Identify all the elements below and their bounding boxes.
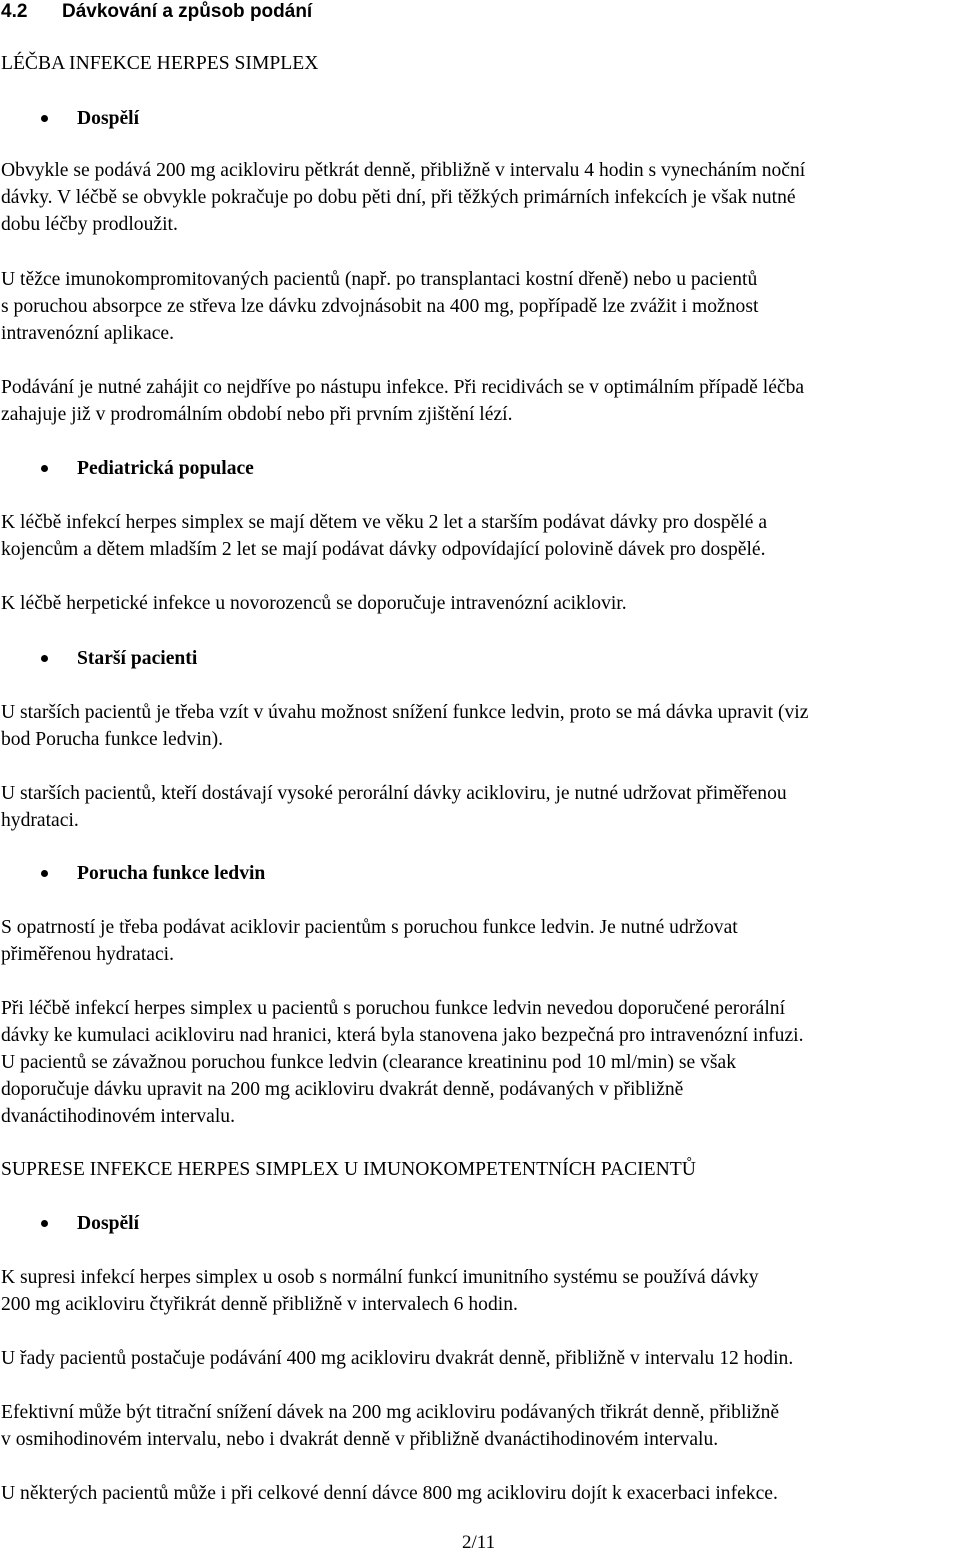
section-title: Dávkování a způsob podání (62, 1, 313, 22)
paragraph-line: S opatrností je třeba podávat aciklovir pacientům s poruchou funkce ledvin. Je nutné udržovat (1, 917, 738, 938)
paragraph-line: dávky ke kumulaci acikloviru nad hranici, která byla stanovena jako bezpečná pro intravenózní infuzi. (1, 1025, 804, 1046)
paragraph-line: Obvykle se podává 200 mg acikloviru pětkrát denně, přibližně v intervalu 4 hodin s vynecháním noční (1, 160, 806, 181)
suppression-heading: SUPRESE INFEKCE HERPES SIMPLEX U IMUNOKOMPETENTNÍCH PACIENTŮ (1, 1159, 696, 1180)
paragraph-line: U těžce imunokompromitovaných pacientů (např. po transplantaci kostní dřeně) nebo u pacientů (1, 269, 758, 290)
paragraph-line: s poruchou absorpce ze střeva lze dávku zdvojnásobit na 400 mg, popřípadě lze zvážit i možnost (1, 296, 759, 317)
paragraph-line: K léčbě herpetické infekce u novorozenců se doporučuje intravenózní aciklovir. (1, 593, 627, 614)
paragraph-line: K supresi infekcí herpes simplex u osob s normální funkcí imunitního systému se používá dávky (1, 1267, 759, 1288)
paragraph-line: Při léčbě infekcí herpes simplex u pacientů s poruchou funkce ledvin nevedou doporučené perorální (1, 998, 786, 1019)
bullet-dot-icon (41, 870, 48, 877)
section-number: 4.2 (1, 1, 28, 22)
paragraph-line: dobu léčby prodloužit. (1, 214, 178, 235)
paragraph-line: v osmihodinovém intervalu, nebo i dvakrát denně v přibližně dvanáctihodinovém intervalu. (1, 1429, 719, 1450)
elderly-label: Starší pacienti (77, 648, 198, 669)
paragraph-line: U starších pacientů je třeba vzít v úvahu možnost snížení funkce ledvin, proto se má dávka upravit (viz (1, 702, 809, 723)
paragraph-line: Podávání je nutné zahájit co nejdříve po nástupu infekce. Při recidivách se v optimálním případě léčba (1, 377, 805, 398)
bullet-dot-icon (41, 1220, 48, 1227)
paragraph-line: kojencům a dětem mladším 2 let se mají podávat dávky odpovídající polovině dávek pro dospělé. (1, 539, 766, 560)
paragraph-line: dávky. V léčbě se obvykle pokračuje po dobu pěti dní, při těžkých primárních infekcích je však nutné (1, 187, 796, 208)
bullet-dot-icon (41, 465, 48, 472)
pediatric-label: Pediatrická populace (77, 458, 254, 479)
paragraph-line: dvanáctihodinovém intervalu. (1, 1106, 235, 1127)
page-number: 2/11 (462, 1532, 496, 1553)
renal-label: Porucha funkce ledvin (77, 863, 266, 884)
paragraph-line: K léčbě infekcí herpes simplex se mají dětem ve věku 2 let a starším podávat dávky pro dospělé a (1, 512, 768, 533)
paragraph-line: 200 mg acikloviru čtyřikrát denně přibližně v intervalech 6 hodin. (1, 1294, 518, 1315)
suppression-adults-label: Dospělí (77, 1213, 140, 1234)
paragraph-line: hydrataci. (1, 810, 79, 831)
paragraph-line: U pacientů se závažnou poruchou funkce ledvin (clearance kreatininu pod 10 ml/min) se však (1, 1052, 737, 1073)
paragraph-line: Efektivní může být titrační snížení dávek na 200 mg acikloviru podávaných třikrát denně, přibližně (1, 1402, 780, 1423)
paragraph-line: doporučuje dávku upravit na 200 mg acikloviru dvakrát denně, podávaných v přibližně (1, 1079, 684, 1100)
paragraph-line: U některých pacientů může i při celkové denní dávce 800 mg acikloviru dojít k exacerbaci infekce. (1, 1483, 778, 1504)
treatment-heading: LÉČBA INFEKCE HERPES SIMPLEX (1, 53, 319, 74)
section-heading (0, 0, 960, 26)
paragraph-line: přiměřenou hydrataci. (1, 944, 175, 965)
paragraph-line: bod Porucha funkce ledvin). (1, 729, 223, 750)
adults-label: Dospělí (77, 108, 140, 129)
paragraph-line: zahajuje již v prodromálním období nebo při prvním zjištění lézí. (1, 404, 513, 425)
bullet-dot-icon (41, 115, 48, 122)
paragraph-line: intravenózní aplikace. (1, 323, 174, 344)
paragraph-line: U řady pacientů postačuje podávání 400 mg acikloviru dvakrát denně, přibližně v intervalu 12 hodin. (1, 1348, 794, 1369)
paragraph-line: U starších pacientů, kteří dostávají vysoké perorální dávky acikloviru, je nutné udržovat přiměřenou (1, 783, 787, 804)
bullet-dot-icon (41, 655, 48, 662)
